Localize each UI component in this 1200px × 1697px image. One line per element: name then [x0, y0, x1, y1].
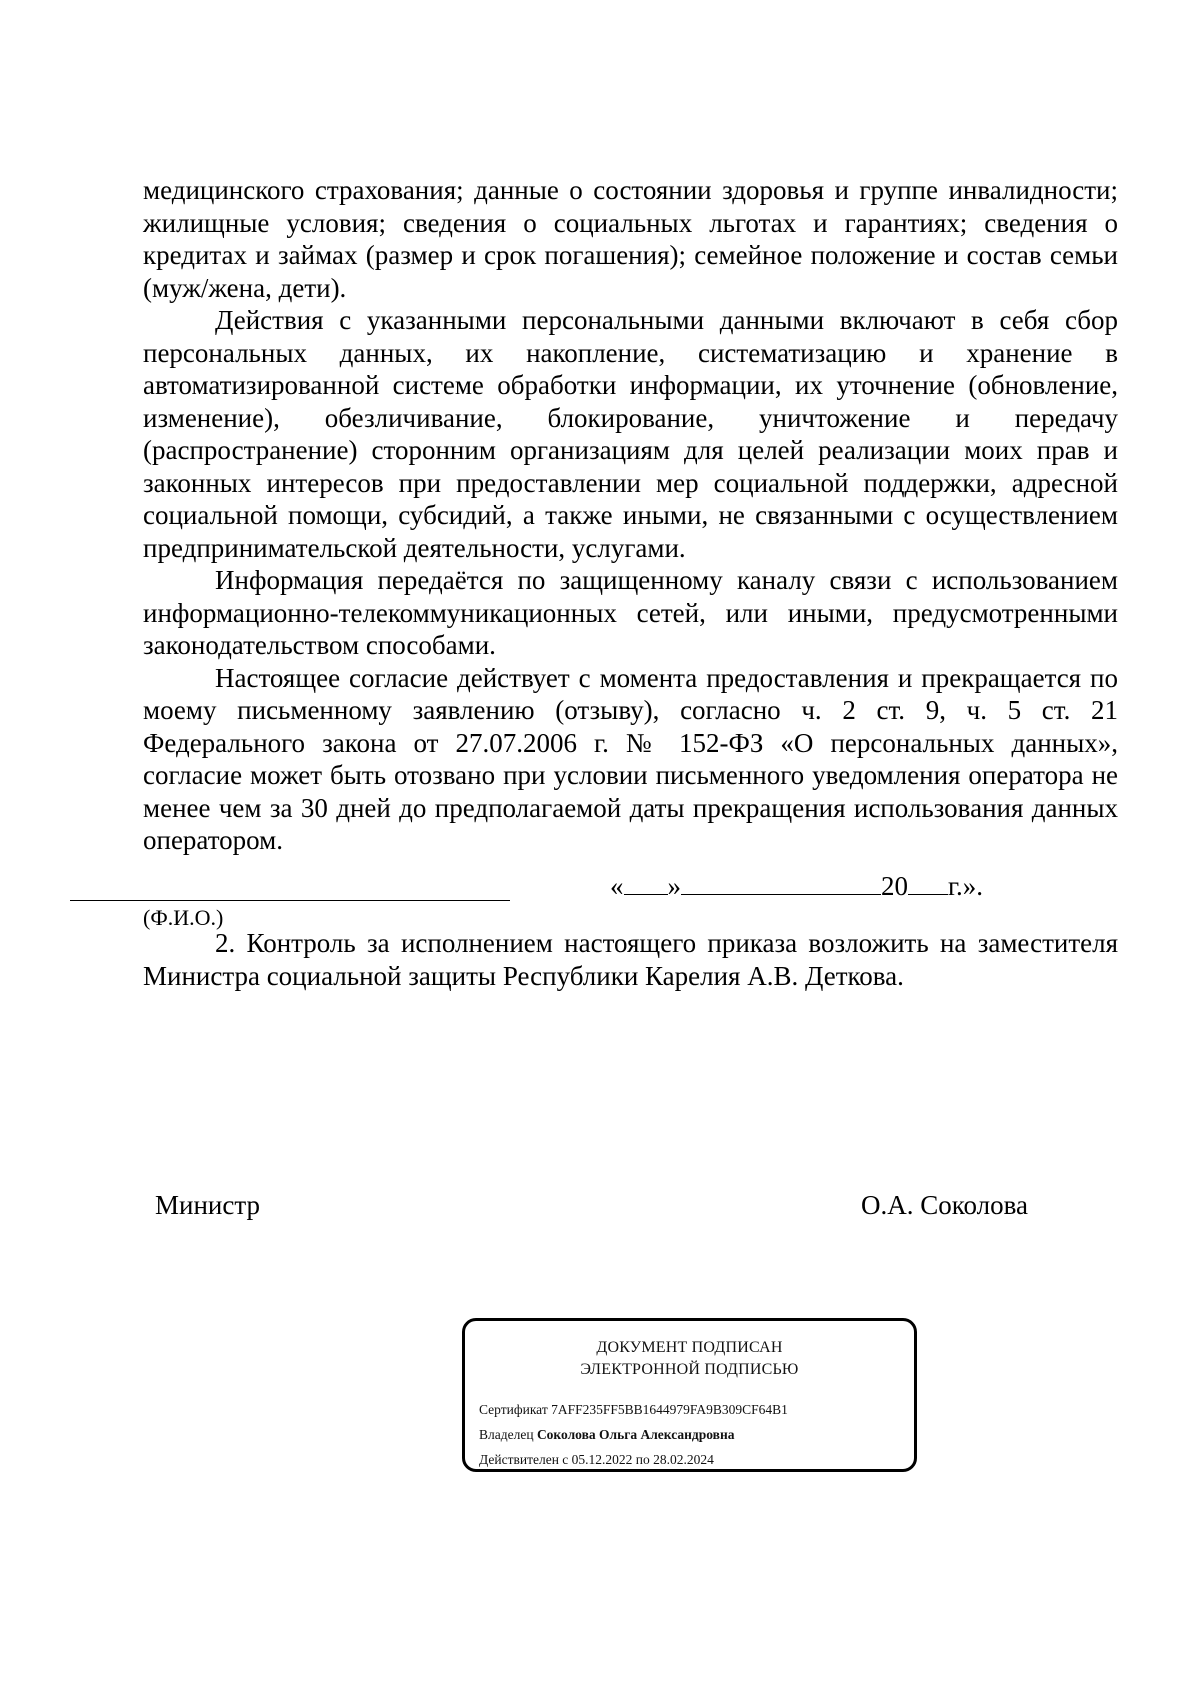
owner-label: Владелец [479, 1427, 534, 1442]
signatory-name: О.А. Соколова [861, 1190, 1028, 1220]
electronic-signature-stamp [462, 1318, 917, 1472]
year-blank [908, 870, 948, 895]
order-item-2 [143, 927, 1118, 992]
quote-open: « [610, 871, 624, 901]
stamp-validity-row [479, 1447, 788, 1472]
valid-label: Действителен с [479, 1452, 569, 1467]
paragraph-continuation: медицинского страхования; данные о состоянии здоровья и группе инвалидности; жилищные условия; сведения о социальных льготах и гарантиях; сведения о кредитах и займах (размер и срок погашения); семейное положение и состав семьи (муж/жена, дети). [143, 175, 1118, 303]
item-2-text: 2. Контроль за исполнением настоящего приказа возложить на заместителя Министра социальной защиты Республики Карелия А.В. Деткова. [143, 928, 1118, 991]
stamp-title [465, 1337, 914, 1381]
date-blank [610, 870, 983, 902]
fio-blank-line [70, 900, 510, 901]
valid-to-label: по [635, 1452, 650, 1467]
signatory-title: Министр [155, 1190, 260, 1220]
valid-to: 28.02.2024 [653, 1452, 714, 1467]
consent-text [143, 174, 1118, 857]
certificate-value: 7AFF235FF5BB1644979FA9B309CF64B1 [551, 1402, 788, 1417]
paragraph-validity: Настоящее согласие действует с момента предоставления и прекращается по моему письменному заявлению (отзыву), согласно ч. 2 ст. 9, ч. 5 ст. 21 Федерального закона от 27.07.2006 г. № 152-ФЗ «О персональных данных», согласие может быть отозвано при условии письменного уведомления оператора не менее чем за 30 дней до предполагаемой даты прекращения использования данных оператором. [143, 662, 1118, 855]
year-suffix: г.». [948, 871, 984, 901]
year-prefix: 20 [881, 871, 908, 901]
fio-label: (Ф.И.О.) [143, 905, 224, 930]
month-blank [681, 870, 881, 895]
stamp-title-line1: ДОКУМЕНТ ПОДПИСАН [596, 1339, 783, 1356]
quote-close: » [667, 871, 681, 901]
stamp-owner-row [479, 1422, 788, 1447]
certificate-label: Сертификат [479, 1402, 548, 1417]
paragraph-transfer: Информация передаётся по защищенному каналу связи с использованием информационно-телекоммуникационных сетей, или иными, предусмотренными законодательством способами. [143, 565, 1118, 660]
stamp-details [479, 1397, 788, 1472]
signature-date-row [70, 870, 1150, 906]
day-blank [624, 870, 668, 895]
stamp-certificate-row [479, 1397, 788, 1422]
stamp-title-line2: ЭЛЕКТРОННОЙ ПОДПИСЬЮ [580, 1361, 799, 1378]
valid-from: 05.12.2022 [571, 1452, 633, 1467]
owner-value: Соколова Ольга Александровна [536, 1427, 735, 1442]
paragraph-actions: Действия с указанными персональными данными включают в себя сбор персональных данных, их накопление, систематизацию и хранение в автоматизированной системе обработки информации, их уточнение (обновление, изменение), обезличивание, блокирование, уничтожение и передачу (распространение) сторонним организациям для целей реализации моих прав и законных интересов при предоставлении мер социальной поддержки, адресной социальной помощи, субсидий, а также иными, не связанными с осуществлением предпринимательской деятельности, услугами. [143, 305, 1118, 563]
